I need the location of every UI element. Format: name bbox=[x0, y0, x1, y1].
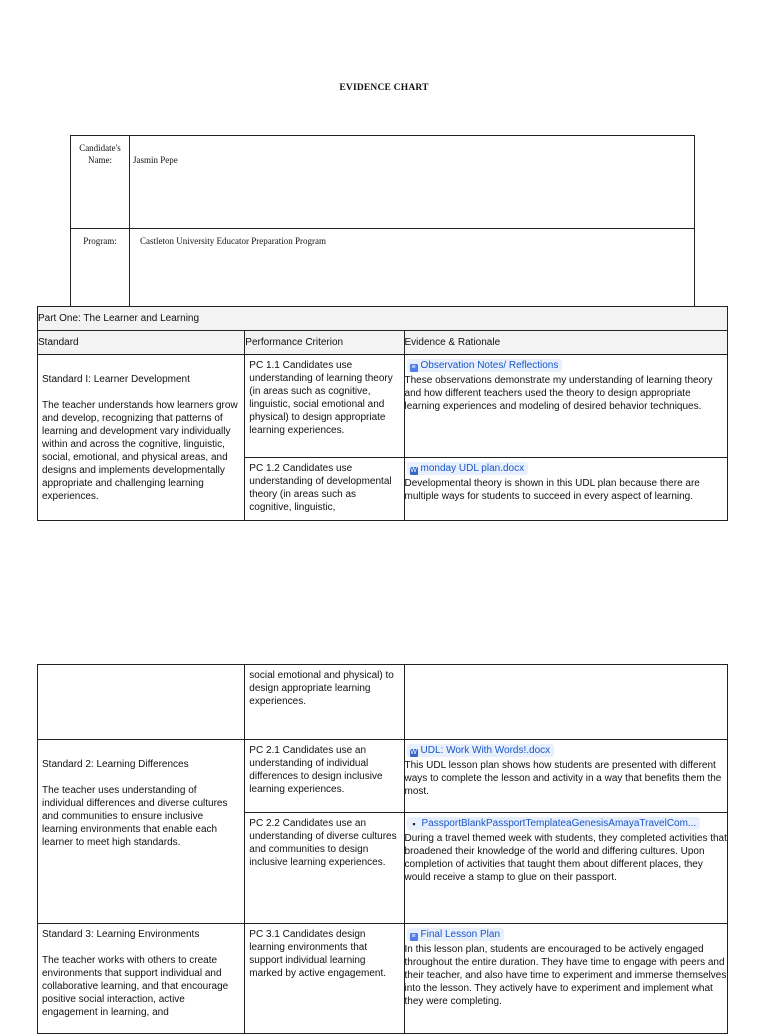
pc-2-1-evidence bbox=[404, 740, 727, 813]
standard-2-title: Standard 2: Learning Differences bbox=[42, 759, 189, 770]
google-doc-icon: ≡ bbox=[411, 933, 416, 940]
pc-1-1-rationale: These observations demonstrate my understanding of learning theory and how different teachers used the theory to design appropriate learning experiences and modeling of desired behavior techniques. bbox=[404, 375, 713, 412]
pc-2-2-text: PC 2.2 Candidates use an understanding of diverse cultures and communities to design inclusive learning experiences. bbox=[245, 813, 404, 924]
standard-1-description: The teacher understands how learners grow and develop, recognizing that patterns of learning and development vary individually within and across the cognitive, linguistic, social, emotional, and physical areas, and designs and implements developmentally appropriate and challenging learning experiences. bbox=[42, 400, 238, 502]
passport-template-link[interactable]: ▪ PassportBlankPassportTemplateaGenesisAmayaTravelCom... bbox=[407, 817, 701, 830]
pc-1-2-text: PC 1.2 Candidates use understanding of developmental theory (in areas such as cognitive, linguistic, bbox=[245, 458, 404, 521]
google-doc-icon: ≡ bbox=[411, 364, 416, 371]
column-header-standard: Standard bbox=[38, 331, 245, 355]
pc-3-1-evidence bbox=[404, 924, 727, 1034]
standard-1-title: Standard I: Learner Development bbox=[42, 374, 190, 385]
word-doc-icon: W bbox=[410, 467, 417, 474]
pc-1-1-evidence bbox=[404, 355, 727, 458]
pc-1-2-text-continued: social emotional and physical) to design appropriate learning experiences. bbox=[245, 665, 404, 740]
candidate-info-table bbox=[70, 135, 695, 317]
program-label: Program: bbox=[71, 229, 130, 317]
part-one-heading: Part One: The Learner and Learning bbox=[38, 307, 728, 331]
pc-3-1-rationale: In this lesson plan, students are encouraged to be actively engaged throughout the entire duration. They have time to engage with peers and their teacher, and also have time to experiment and immerse themselves into the lesson. They actively have to experiment and implement what they were completing. bbox=[404, 944, 727, 1007]
pc-1-2-evidence bbox=[404, 458, 727, 521]
candidate-name-label: Candidate's Name: bbox=[71, 136, 130, 229]
standard-3-description: The teacher works with others to create environments that support individual and collaborative learning, and that encourage positive social interaction, active engagement in learning, and bbox=[42, 955, 229, 1018]
column-header-performance-criterion: Performance Criterion bbox=[245, 331, 404, 355]
observation-notes-link[interactable]: ≡ Observation Notes/ Reflections bbox=[407, 359, 563, 372]
evidence-table-page-2 bbox=[37, 664, 728, 1034]
column-header-evidence-rationale: Evidence & Rationale bbox=[404, 331, 727, 355]
candidate-name-value: Jasmin Pepe bbox=[130, 136, 695, 229]
word-doc-icon: W bbox=[410, 749, 417, 756]
file-icon: ▪ bbox=[412, 819, 416, 829]
empty-standard-cell bbox=[38, 665, 245, 740]
page-title: EVIDENCE CHART bbox=[339, 83, 429, 93]
evidence-table-part-one bbox=[37, 306, 728, 521]
standard-3-cell bbox=[38, 924, 245, 1034]
udl-work-with-words-link[interactable]: W UDL: Work With Words!.docx bbox=[407, 744, 555, 757]
pc-1-1-text: PC 1.1 Candidates use understanding of learning theory (in areas such as cognitive, linguistic, social emotional and physical) to design appropriate learning experiences. bbox=[245, 355, 404, 458]
empty-evidence-cell bbox=[404, 665, 727, 740]
standard-1-cell bbox=[38, 355, 245, 521]
standard-3-title: Standard 3: Learning Environments bbox=[42, 929, 200, 940]
standard-2-cell bbox=[38, 740, 245, 924]
pc-2-1-text: PC 2.1 Candidates use an understanding of individual differences to design inclusive learning experiences. bbox=[245, 740, 404, 813]
final-lesson-plan-link[interactable]: ≡ Final Lesson Plan bbox=[407, 928, 505, 941]
pc-1-2-rationale: Developmental theory is shown in this UDL plan because there are multiple ways for students to succeed in every aspect of learning. bbox=[404, 478, 700, 502]
pc-2-2-evidence bbox=[404, 813, 727, 924]
pc-2-1-rationale: This UDL lesson plan shows how students are presented with different ways to complete the lesson and activity in a way that benefits them the most. bbox=[404, 760, 722, 797]
monday-udl-plan-link[interactable]: W monday UDL plan.docx bbox=[407, 462, 529, 475]
standard-2-description: The teacher uses understanding of individual differences and diverse cultures and communities to ensure inclusive learning environments that enable each learner to meet high standards. bbox=[42, 785, 228, 848]
pc-2-2-rationale: During a travel themed week with students, they completed activities that broadened their knowledge of the world and differing cultures. Upon completion of activities that taught them about different places, they would receive a stamp to glue on their passport. bbox=[404, 833, 727, 883]
program-value: Castleton University Educator Preparation Program bbox=[130, 229, 695, 317]
pc-3-1-text: PC 3.1 Candidates design learning environments that support individual learning marked by active engagement. bbox=[245, 924, 404, 1034]
